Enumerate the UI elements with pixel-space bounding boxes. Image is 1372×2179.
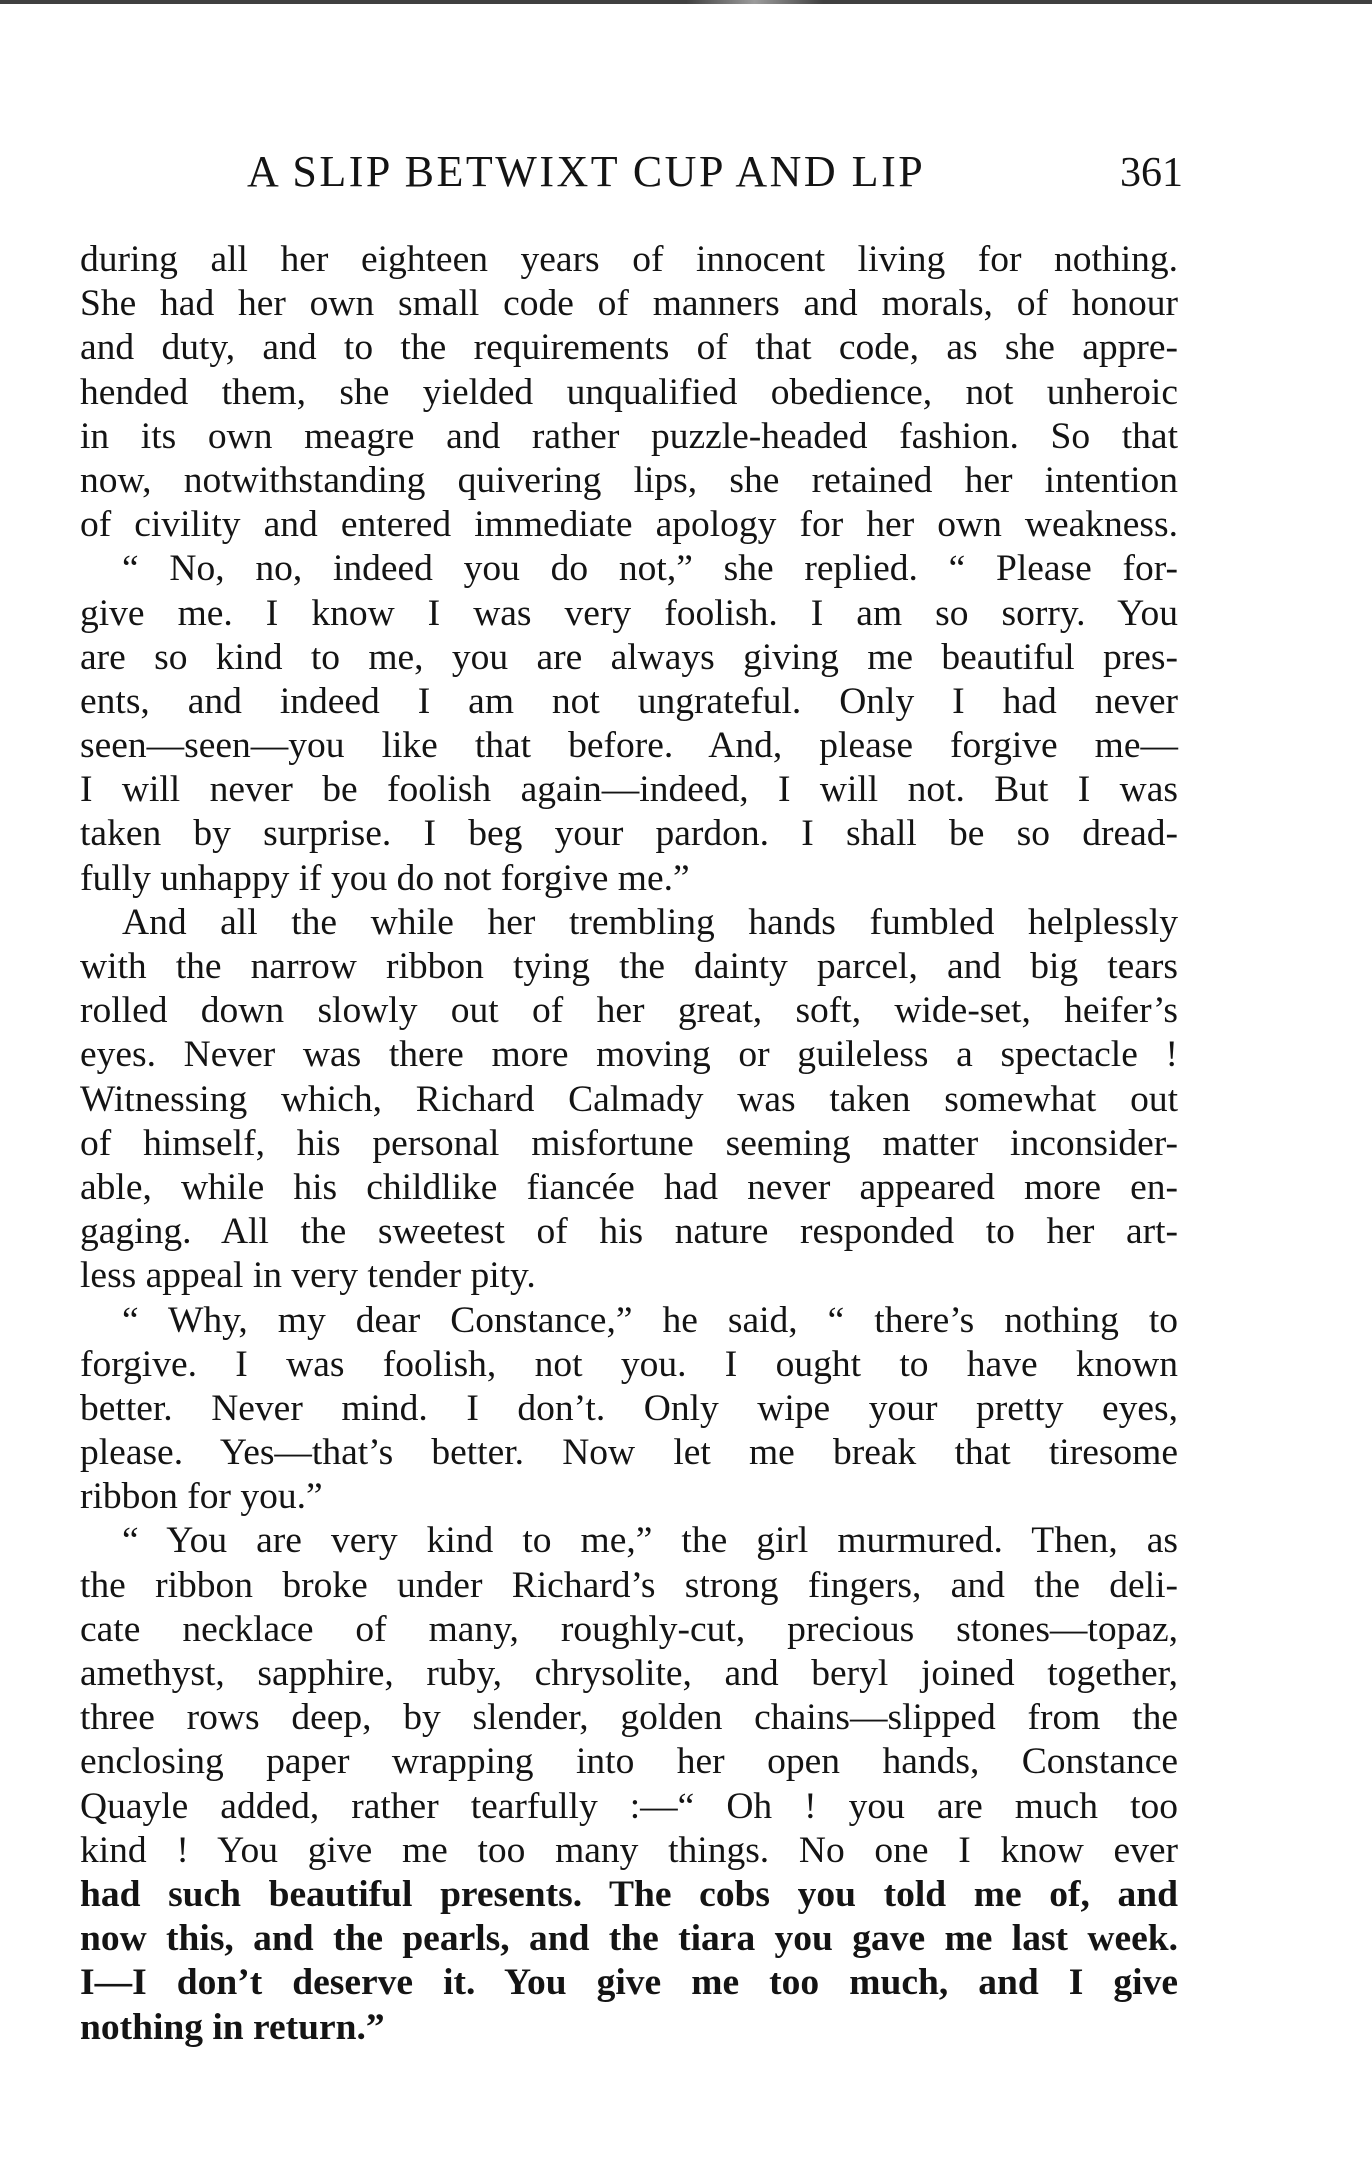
- page-number: 361: [1120, 150, 1183, 196]
- text-line: rolled down slowly out of her great, soft, wide-set, heifer’s: [80, 990, 1178, 1032]
- text-line: enclosing paper wrapping into her open hands, Constance: [80, 1741, 1178, 1783]
- text-line: less appeal in very tender pity.: [80, 1255, 536, 1297]
- text-line: taken by surprise. I beg your pardon. I shall be so dread-: [80, 813, 1178, 855]
- text-line: during all her eighteen years of innocent living for nothing.: [80, 239, 1178, 280]
- text-line: “ You are very kind to me,” the girl murmured. Then, as: [122, 1520, 1178, 1562]
- text-line: She had her own small code of manners and morals, of honour: [80, 283, 1178, 325]
- text-line: “ No, no, indeed you do not,” she replied. “ Please for-: [122, 548, 1178, 590]
- text-line: had such beautiful presents. The cobs you told me of, and: [80, 1873, 1178, 1915]
- page-body: [80, 238, 1178, 2050]
- text-line: with the narrow ribbon tying the dainty parcel, and big tears: [80, 946, 1178, 987]
- text-line: hended them, she yielded unqualified obedience, not unheroic: [80, 371, 1178, 413]
- text-line: fully unhappy if you do not forgive me.”: [80, 857, 690, 899]
- text-line: three rows deep, by slender, golden chains—slipped from the: [80, 1697, 1178, 1739]
- text-line: now this, and the pearls, and the tiara you gave me last week.: [80, 1918, 1178, 1960]
- text-line: now, notwithstanding quivering lips, she retained her intention: [80, 459, 1178, 501]
- text-line: and duty, and to the requirements of that code, as she appre-: [80, 327, 1178, 369]
- text-line: I—I don’t deserve it. You give me too much, and I give: [80, 1962, 1178, 2004]
- top-border-rule: [0, 0, 1372, 4]
- text-line: the ribbon broke under Richard’s strong fingers, and the deli-: [80, 1564, 1178, 1606]
- text-line: in its own meagre and rather puzzle-headed fashion. So that: [80, 415, 1178, 457]
- text-line: ribbon for you.”: [80, 1476, 323, 1518]
- text-line: kind ! You give me too many things. No one I know ever: [80, 1829, 1178, 1871]
- text-line: of civility and entered immediate apology for her own weakness.: [80, 504, 1178, 546]
- text-line: And all the while her trembling hands fumbled helplessly: [122, 901, 1178, 943]
- text-line: ents, and indeed I am not ungrateful. Only I had never: [80, 680, 1178, 722]
- text-line: I will never be foolish again—indeed, I will not. But I was: [80, 769, 1178, 811]
- text-line: eyes. Never was there more moving or guileless a spectacle !: [80, 1034, 1178, 1076]
- text-line: cate necklace of many, roughly-cut, precious stones—topaz,: [80, 1608, 1178, 1650]
- running-title: A SLIP BETWIXT CUP AND LIP: [247, 147, 926, 196]
- text-line: Quayle added, rather tearfully :—“ Oh ! you are much too: [80, 1785, 1178, 1827]
- text-line: seen—seen—you like that before. And, please forgive me—: [80, 725, 1178, 767]
- text-line: “ Why, my dear Constance,” he said, “ there’s nothing to: [122, 1299, 1178, 1341]
- text-line: please. Yes—that’s better. Now let me break that tiresome: [80, 1432, 1178, 1474]
- text-line: forgive. I was foolish, not you. I ought to have known: [80, 1343, 1178, 1385]
- text-line: able, while his childlike fiancée had never appeared more en-: [80, 1166, 1178, 1208]
- text-line: give me. I know I was very foolish. I am so sorry. You: [80, 592, 1178, 634]
- text-line: Witnessing which, Richard Calmady was taken somewhat out: [80, 1078, 1178, 1120]
- text-line: of himself, his personal misfortune seeming matter inconsider-: [80, 1122, 1178, 1164]
- text-line: amethyst, sapphire, ruby, chrysolite, and beryl joined together,: [80, 1653, 1178, 1694]
- text-line: better. Never mind. I don’t. Only wipe your pretty eyes,: [80, 1387, 1178, 1429]
- text-line: gaging. All the sweetest of his nature responded to her art-: [80, 1211, 1178, 1253]
- text-line: are so kind to me, you are always giving me beautiful pres-: [80, 636, 1178, 678]
- text-line: nothing in return.”: [80, 2006, 385, 2048]
